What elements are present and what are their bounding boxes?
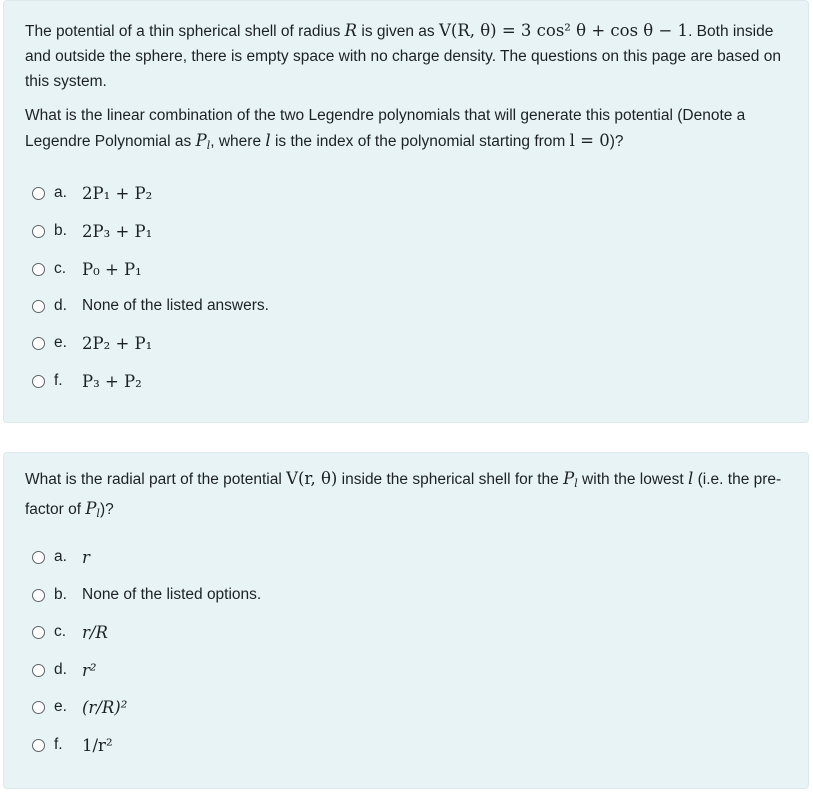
radio-button[interactable] [32, 375, 45, 388]
radio-button[interactable] [32, 626, 45, 639]
radio-button[interactable] [32, 187, 45, 200]
q1-option-d[interactable]: d. None of the listed answers. [32, 294, 269, 318]
radio-button[interactable] [32, 551, 45, 564]
radio-button[interactable] [32, 664, 45, 677]
q2-option-d[interactable]: d. r² [32, 658, 97, 682]
q2-option-a[interactable]: a. r [32, 545, 90, 569]
q2-option-e[interactable]: e. (r/R)² [32, 695, 127, 719]
q2-option-f[interactable]: f. 1/r² [32, 733, 113, 757]
radio-button[interactable] [32, 300, 45, 313]
radio-button[interactable] [32, 263, 45, 276]
radio-button[interactable] [32, 589, 45, 602]
q1-option-e[interactable]: e. 2P₂ + P₁ [32, 331, 152, 355]
radio-button[interactable] [32, 225, 45, 238]
q1-option-b[interactable]: b. 2P₃ + P₁ [32, 219, 152, 243]
question-1-prompt: What is the linear combination of the two Legendre polynomials that will generate this potential (Denote a Legendre Polynomial as $P_l$, where l is the index of the polynomial starting from l = 0)? [25, 107, 746, 152]
q1-option-f[interactable]: f. P₃ + P₂ [32, 369, 142, 393]
radio-button[interactable] [32, 739, 45, 752]
q1-option-a[interactable]: a. 2P₁ + P₂ [32, 181, 152, 205]
radio-button[interactable] [32, 701, 45, 714]
radio-button[interactable] [32, 337, 45, 350]
question-1-intro: The potential of a thin spherical shell of radius R is given as V(R, θ) = 3 cos² θ + cos θ − 1. Both inside and outside the sphere, there is empty space with no charge density. The questions on this page are based on this system. [25, 21, 781, 90]
question-2-prompt: What is the radial part of the potential V(r, θ) inside the spherical shell for the $P_l$ with the lowest l (i.e. the pre-factor of $P_l$)? [25, 469, 782, 520]
question-card-2 [3, 452, 809, 789]
q2-option-c[interactable]: c. r/R [32, 620, 108, 644]
potential-formula: V(R, θ) = 3 cos² θ + cos θ − 1 [438, 21, 689, 40]
q2-option-b[interactable]: b. None of the listed options. [32, 583, 261, 607]
q1-option-c[interactable]: c. P₀ + P₁ [32, 257, 142, 281]
question-card-1 [3, 0, 809, 423]
